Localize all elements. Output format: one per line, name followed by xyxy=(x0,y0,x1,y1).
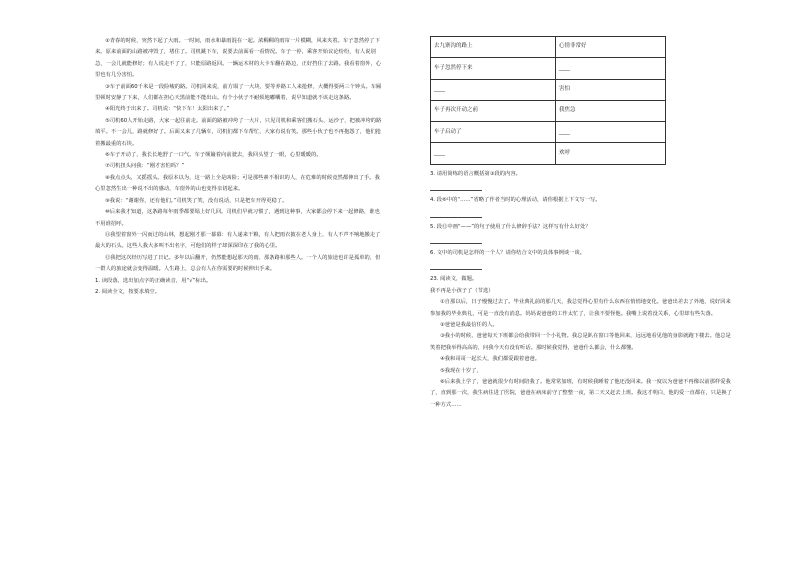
question-5: 5. 段⑫中画“——”的句子使用了什么修辞手法？这样写有什么好处？ xyxy=(430,223,591,230)
article-paragraph: ⑩后来我才知道，这条路每年雨季都要塌上好几回。司机们早就习惯了，遇到这种事，大家都会停下来一起修路，谁也不用谁招呼。 xyxy=(95,209,380,227)
article-paragraph: ⑤司机60人开始走路，大家一起往前走。前面的路被冲垮了一大片，只见司机和乘客们搬石头、运沙子，把被冲垮的路填平。不一会儿，路就修好了。后面又来了几辆车，司机们都下车帮忙，大家有说有笑。那些小伙子也不再抱怨了，他们抢着搬最重的石块。 xyxy=(95,117,382,147)
table-row xyxy=(431,37,666,58)
fill-table xyxy=(430,36,666,165)
question-6: 6. 文中的司机是怎样的一个人？请你结合文中的具体事例谈一谈。 xyxy=(430,250,586,256)
table-cell: 我焦急 xyxy=(556,100,666,121)
left-column xyxy=(95,36,385,298)
table-row xyxy=(431,58,666,79)
table-row xyxy=(431,143,666,164)
answer-line[interactable] xyxy=(430,207,482,218)
table-cell[interactable]: ____ xyxy=(431,79,556,100)
article-paragraph: ⑧我点点头，又摇摇头。我原本以为，这一路上全是凶险；可是那些素不相识的人，在危难的时候竟然都伸出了手。我心里忽然生出一种说不出的感动，车窗外的山也变得亲切起来。 xyxy=(95,174,380,193)
article-paragraph: ⑥车子开动了，我长长地舒了一口气。车子颠簸着向前驶去，我回头望了一眼，心里暖暖的。 xyxy=(105,152,322,159)
table-cell: 车子忽然停下来 xyxy=(431,58,556,79)
table-cell: 欢呼 xyxy=(556,143,666,164)
question-3: 3. 请用简练的语言概括第③段的内容。 xyxy=(430,170,521,177)
table-cell: 车子再次开动之前 xyxy=(431,100,556,121)
article-paragraph: ⑦司机扭头问我：“刚才害怕吗？” xyxy=(105,163,185,170)
essay-paragraph: ④我和哥哥一起长大，我们都爱跟着爸爸。 xyxy=(440,356,541,363)
article-paragraph: ⑪我望着窗外一闪而过的山林，想起刚才那一幕幕：有人递来干粮，有人把雨衣披在老人身上，有人不声不响地搬走了最大的石头。这些人我大多叫不出名字，可他们的样子却深深印在了我的心里。 xyxy=(95,231,381,250)
question-1: 1. 读段落，选出加点字的正确读音，用“√”标出。 xyxy=(95,277,212,284)
table-cell: 害怕 xyxy=(556,79,666,100)
article-paragraph: ④阳光终于出来了。司机说：“快下车！太阳出来了。” xyxy=(105,106,230,113)
table-cell: 心情非常好 xyxy=(556,37,666,58)
table-row xyxy=(431,79,666,100)
table-row xyxy=(431,122,666,143)
answer-line[interactable] xyxy=(430,233,482,244)
answer-line[interactable] xyxy=(430,180,482,191)
article-paragraph: ③车子前面60千米是一段险峻的路。司机回来说，前方塌了一大块，要等养路工人来抢修，大概得要两三个钟头。车厢里顿时安静了下来，人们都在担心天黑前能不能出山。有个小伙子不耐烦地嘟囔着，说早知道就不该走这条路。 xyxy=(95,83,382,102)
essay-paragraph: ⑤我现在十岁了， xyxy=(440,367,482,374)
table-cell[interactable]: ____ xyxy=(431,143,556,164)
essay-paragraph: ②爸爸是我最信任的人。 xyxy=(440,322,498,329)
question-4: 4. 段⑥中的“……”省略了作者当时的心理活动，请你根据上下文写一写。 xyxy=(430,197,601,204)
essay-paragraph: ⑥后来我上学了，爸爸就很少有时间陪我了。他常常加班，有时候我睡着了他还没回来。我一度以为爸爸不再像以前那样爱我了，直到那一次，我生病住进了医院，爸爸在病床前守了整整一夜，第二天又赶去上班。我这才明白，他的爱一直都在，只是换了一种方式…… xyxy=(430,379,732,408)
table-row xyxy=(431,100,666,121)
question-2: 2. 阅读全文，按要求填空。 xyxy=(95,288,161,295)
table-cell[interactable]: ____ xyxy=(556,122,666,143)
table-cell: 车子启动了 xyxy=(431,122,556,143)
essay-paragraph: ①自那以后，日子慢慢过去了。毕业典礼前的那几天，我总觉得心里有什么东西在悄悄地变化。爸爸出差去了外地，说好回来参加我的毕业典礼，可是一直没有消息。妈妈说爸爸的工作太忙了，让我不要怪他。我嘴上说着没关系，心里却有些失落。 xyxy=(430,299,731,317)
answer-line[interactable] xyxy=(430,259,482,270)
section-title: 23. 阅读文，做题。 xyxy=(430,276,478,283)
article-paragraph: ⑨我说：“谢谢你，还有他们。”司机笑了笑，没有说话，只是把车开得更稳了。 xyxy=(105,197,288,204)
table-cell: 去九寨沟的路上 xyxy=(431,37,556,58)
article-paragraph: ②青春的时候，突然下起了大雨。一时间，雨水和暴雨混在一起。浓稠稠的雨帘一片模糊，风来夹着。车子忽然停了下来。原来前面的山路被冲毁了，堵住了。司机跳下车，说要去前面看一看情况。车子一停，乘客开始议论纷纷，有人说别急，一会儿就能修好；有人说走不了了，只能原路返回。一辆运木材的大卡车翻在路边，正好挡住了去路。我看着窗外，心里也有几分害怕。 xyxy=(95,38,382,79)
essay-paragraph: ③我小的时候，爸爸每天下班都会给我带回一个小礼物。我总是趴在窗口等他回来，远远地看见他的身影就跑下楼去。他总是笑着把我举得高高的，问我今天有没有听话。那时候我觉得，爸爸什么都会，什么都懂。 xyxy=(430,333,731,351)
table-cell[interactable]: ____ xyxy=(556,58,666,79)
right-column xyxy=(430,36,736,411)
article-paragraph: ⑫我把这次经历写进了日记。多年以后翻开，仍然能想起那天的雨、那条路和那些人。一个人的旅途也许是孤单的，但一群人的旅途就会变得温暖。人生路上，总会有人在你需要的时候伸出手来。 xyxy=(95,254,381,273)
essay-title: 我不再是小孩子了（节选） xyxy=(430,287,494,294)
